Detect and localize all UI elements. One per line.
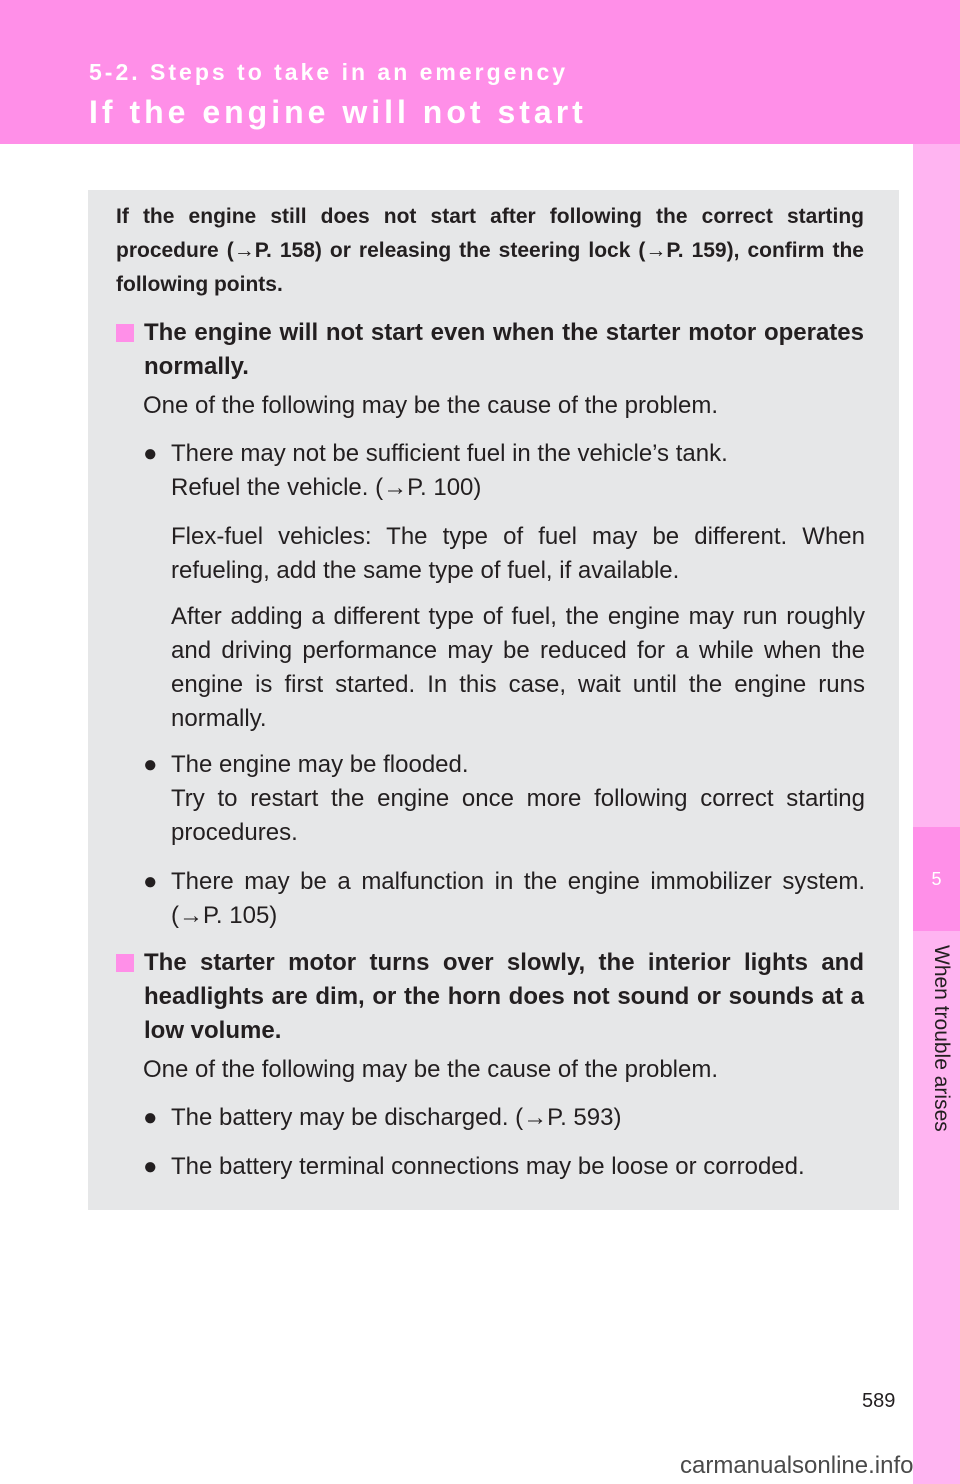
- chapter-number: 5: [913, 827, 960, 931]
- page-number: 589: [862, 1390, 896, 1412]
- bullet-dot-icon: ●: [143, 751, 158, 778]
- bullet-text: The battery terminal connections may be loose or corroded.: [171, 1153, 805, 1180]
- bullet-text: There may be a malfunction in the engine immobilizer system. (→P. 105): [171, 868, 865, 929]
- chapter-side-tab: [913, 144, 960, 1484]
- bullet-text: The engine may be flooded.: [171, 751, 469, 778]
- note-different-fuel: After adding a different type of fuel, the engine may run roughly and driving performance may be reduced for a while when the engine is first started. In this case, wait until the engine runs normally.: [171, 603, 865, 732]
- intro-text: If the engine still does not start after following the correct starting procedure (→P. 158) or releasing the steering lock (→P. 159), confirm the following points.: [116, 205, 864, 296]
- list-item: [143, 1150, 865, 1184]
- bullet-subtext: Try to restart the engine once more following correct starting procedures.: [171, 785, 865, 846]
- section-heading-2: [116, 946, 864, 1048]
- bullet-text: There may not be sufficient fuel in the vehicle’s tank.: [171, 440, 728, 467]
- bullet-text: The battery may be discharged. (→P. 593): [171, 1104, 622, 1131]
- list-item: [143, 865, 865, 933]
- list-item: [143, 748, 865, 850]
- section-label: 5-2. Steps to take in an emergency: [89, 59, 569, 85]
- page-title: If the engine will not start: [89, 94, 587, 130]
- list-item: [143, 437, 865, 505]
- bullet-dot-icon: ●: [143, 1153, 158, 1180]
- section-heading-text: The starter motor turns over slowly, the interior lights and headlights are dim, or the horn does not sound or sounds at a low volume.: [144, 949, 864, 1044]
- page-header: [0, 0, 960, 144]
- note-flex-fuel: Flex-fuel vehicles: The type of fuel may be different. When refueling, add the same type of fuel, if available.: [171, 523, 865, 584]
- section-lead: One of the following may be the cause of the problem.: [143, 392, 719, 419]
- chapter-title: When trouble arises: [930, 945, 953, 1132]
- square-bullet-icon: [116, 324, 134, 342]
- square-bullet-icon: [116, 954, 134, 972]
- bullet-subtext: Refuel the vehicle. (→P. 100): [171, 474, 482, 501]
- bullet-dot-icon: ●: [143, 1104, 158, 1131]
- section-heading-1: [116, 316, 864, 384]
- section-heading-text: The engine will not start even when the starter motor operates normally.: [144, 319, 864, 380]
- bullet-dot-icon: ●: [143, 440, 158, 467]
- bullet-dot-icon: ●: [143, 868, 158, 895]
- watermark: carmanualsonline.info: [680, 1452, 914, 1479]
- list-item: [143, 1101, 865, 1135]
- section-lead: One of the following may be the cause of the problem.: [143, 1056, 719, 1083]
